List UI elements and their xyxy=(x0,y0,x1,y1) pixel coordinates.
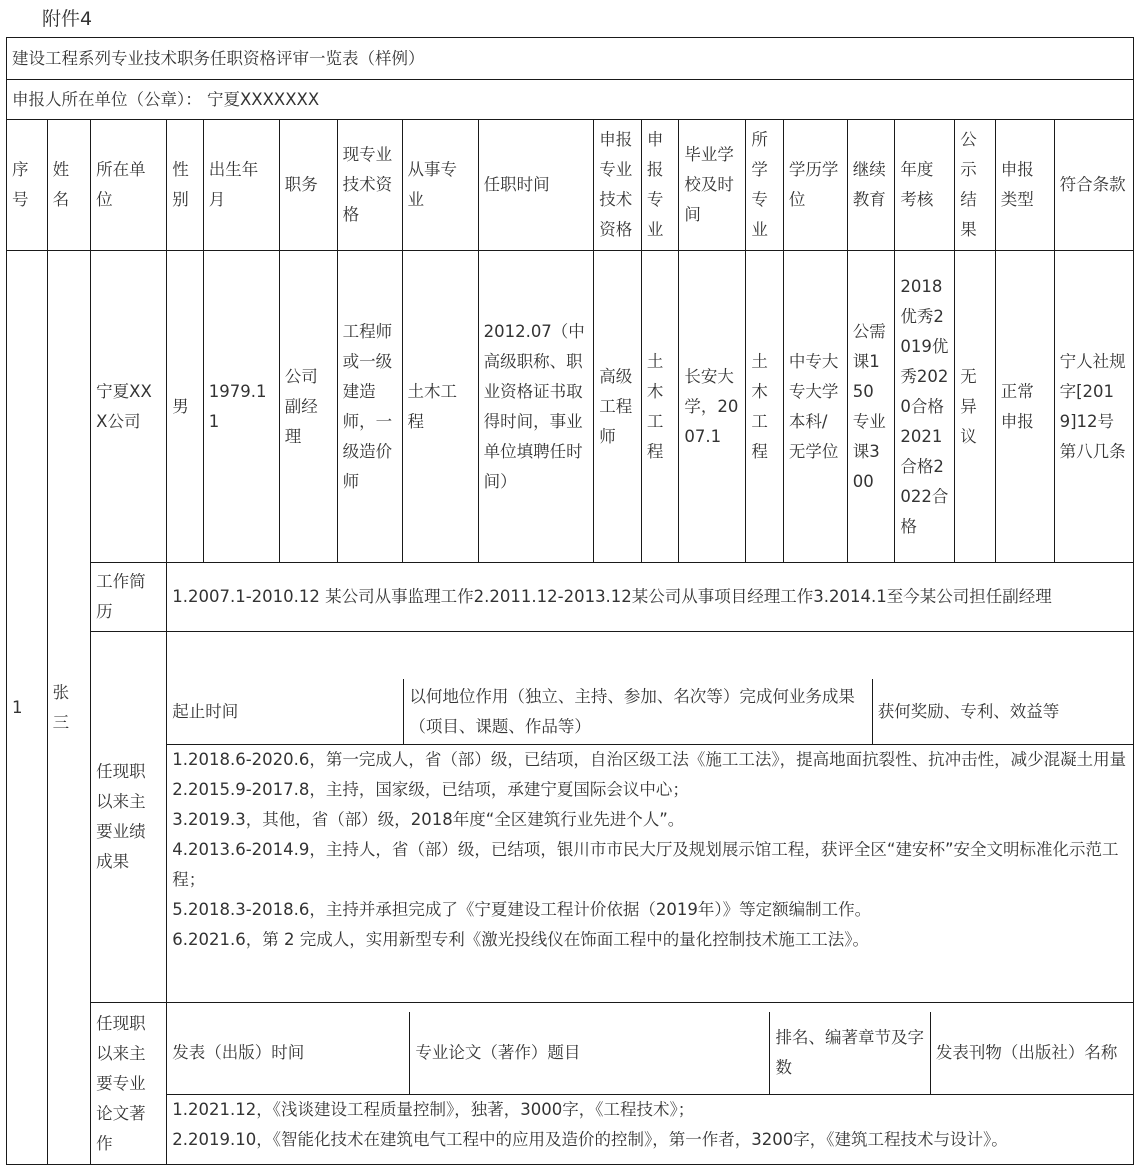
work-history-label: 工作简历 xyxy=(91,563,167,632)
record-annual-review: 2018优秀2019优秀2020合格2021合格2022合格 xyxy=(895,251,955,563)
papers-table xyxy=(167,1012,1133,1155)
achievement-item: 3.2019.3，其他，省（部）级，2018年度“全区建筑行业先进个人”。 xyxy=(172,810,685,830)
record-publicity-result: 无异议 xyxy=(955,251,996,563)
achievements-list xyxy=(167,745,1133,956)
achievements-header-role: 以何地位作用（独立、主持、参加、名次等）完成何业务成果（项目、课题、作品等） xyxy=(404,679,872,745)
record-unit: 宁夏XXX公司 xyxy=(91,251,167,563)
header-publicity-result: 公示结果 xyxy=(955,120,996,251)
record-applied-major: 土木工程 xyxy=(641,251,679,563)
header-birth: 出生年月 xyxy=(203,120,279,251)
record-name: 张三 xyxy=(47,251,91,1165)
record-graduation: 长安大学，2007.1 xyxy=(679,251,746,563)
achievements-header-awards: 获何奖励、专利、效益等 xyxy=(872,679,1133,745)
record-studied-major: 土木工程 xyxy=(746,251,784,563)
papers-row xyxy=(7,1003,1134,1165)
header-name: 姓名 xyxy=(47,120,91,251)
header-appointment-time: 任职时间 xyxy=(478,120,594,251)
attachment-label: 附件4 xyxy=(42,8,93,30)
papers-header-title: 专业论文（著作）题目 xyxy=(410,1012,770,1094)
paper-item: 2.2019.10，《智能化技术在建筑电气工程中的应用及造价的控制》，第一作者，3200字，《建筑工程技术与设计》。 xyxy=(172,1129,1008,1149)
record-engaged-major: 土木工程 xyxy=(402,251,478,563)
record-gender: 男 xyxy=(167,251,204,563)
header-applied-major: 申报专业 xyxy=(641,120,679,251)
record-clause: 宁人社规字[2019]12号第八几条 xyxy=(1054,251,1133,563)
papers-label: 任现职以来主要专业论文著作 xyxy=(91,1003,167,1165)
achievement-item: 5.2018.3-2018.6，主持并承担完成了《宁夏建设工程计价依据（2019年）》等定额编制工作。 xyxy=(172,900,872,920)
achievement-item: 6.2021.6，第 2 完成人，实用新型专利《激光投线仪在饰面工程中的量化控制技术施工工法》。 xyxy=(172,930,869,950)
work-history-content: 1.2007.1-2010.12 某公司从事监理工作2.2011.12-2013.12某公司从事项目经理工作3.2014.1至今某公司担任副经理 xyxy=(167,563,1134,632)
header-applied-qualification: 申报专业技术资格 xyxy=(594,120,642,251)
achievement-item: 4.2013.6-2014.9，主持人，省（部）级，已结项，银川市市民大厅及规划展示馆工程，获评全区“建安杯”安全文明标准化示范工程； xyxy=(172,840,1119,890)
header-position: 职务 xyxy=(279,120,337,251)
achievements-block xyxy=(167,632,1134,1003)
paper-item: 1.2021.12，《浅谈建设工程质量控制》，独著，3000字，《工程技术》； xyxy=(172,1099,695,1119)
achievements-label: 任现职以来主要业绩成果 xyxy=(91,632,167,1003)
record-applied-qualification: 高级工程师 xyxy=(594,251,642,563)
papers-header-rank: 排名、编著章节及字数 xyxy=(770,1012,930,1094)
header-studied-major: 所学专业 xyxy=(746,120,784,251)
papers-list xyxy=(167,1094,1133,1155)
header-apply-type: 申报类型 xyxy=(995,120,1054,251)
papers-header-time: 发表（出版）时间 xyxy=(167,1012,410,1094)
papers-block xyxy=(167,1003,1134,1165)
header-gender: 性别 xyxy=(167,120,204,251)
achievements-table xyxy=(167,679,1133,956)
review-table xyxy=(6,37,1134,1165)
unit-line: 申报人所在单位（公章）： 宁夏XXXXXXX xyxy=(7,80,1134,120)
record-current-qualification: 工程师或一级建造师，一级造价师 xyxy=(337,251,402,563)
header-continuing-edu: 继续教育 xyxy=(847,120,895,251)
record-birth: 1979.11 xyxy=(203,251,279,563)
header-clause: 符合条款 xyxy=(1054,120,1133,251)
header-graduation: 毕业学校及时间 xyxy=(679,120,746,251)
header-education: 学历学位 xyxy=(783,120,847,251)
work-history-row xyxy=(7,563,1134,632)
achievements-row xyxy=(7,632,1134,1003)
header-current-qualification: 现专业技术资格 xyxy=(337,120,402,251)
record-position: 公司副经理 xyxy=(279,251,337,563)
record-continuing-edu: 公需课150专业课300 xyxy=(847,251,895,563)
table-title: 建设工程系列专业技术职务任职资格评审一览表（样例） xyxy=(7,38,1134,80)
header-unit: 所在单位 xyxy=(91,120,167,251)
record-education: 中专大专大学本科/无学位 xyxy=(783,251,847,563)
achievement-item: 1.2018.6-2020.6，第一完成人，省（部）级，已结项，自治区级工法《施工工法》，提高地面抗裂性、抗冲击性，减少混凝土用量 xyxy=(172,750,1127,770)
header-engaged-major: 从事专业 xyxy=(402,120,478,251)
papers-header-journal: 发表刊物（出版社）名称 xyxy=(930,1012,1133,1094)
record-apply-type: 正常申报 xyxy=(995,251,1054,563)
header-row xyxy=(7,120,1134,251)
header-annual-review: 年度考核 xyxy=(895,120,955,251)
record-seq: 1 xyxy=(7,251,48,1165)
achievement-item: 2.2015.9-2017.8，主持，国家级，已结项，承建宁夏国际会议中心； xyxy=(172,780,689,800)
record-row xyxy=(7,251,1134,563)
header-seq: 序号 xyxy=(7,120,48,251)
record-appointment-time: 2012.07（中高级职称、职业资格证书取得时间，事业单位填聘任时间） xyxy=(478,251,594,563)
achievements-header-time: 起止时间 xyxy=(167,679,404,745)
